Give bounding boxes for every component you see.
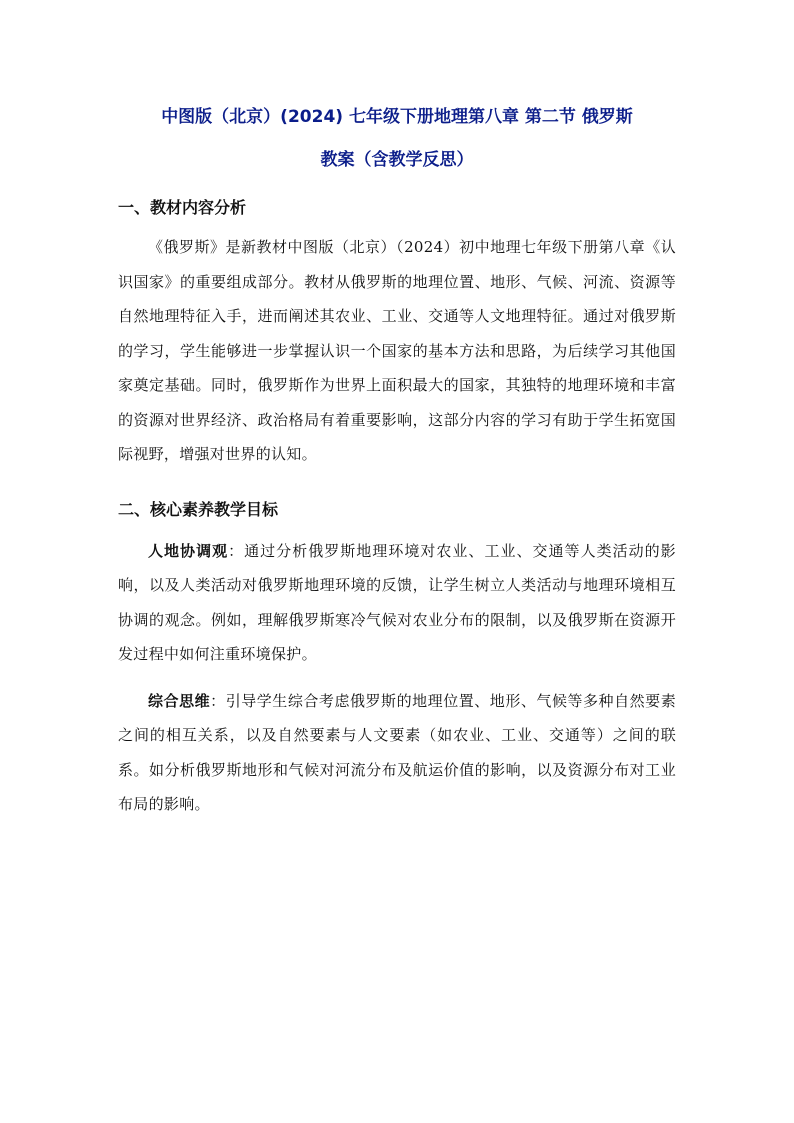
title-line-1: 中图版（北京）(2024) 七年级下册地理第八章 第二节 俄罗斯 (161, 107, 633, 127)
paragraph-text: ：通过分析俄罗斯地理环境对农业、工业、交通等人类活动的影响，以及人类活动对俄罗斯地理环境的反馈，让学生树立人类活动与地理环境相互协调的观念。例如，理解俄罗斯寒冷气候对农业分布的限制，以及俄罗斯在资源开发过程中如何注重环境保护。 (118, 541, 676, 663)
paragraph-integrated-thinking (118, 684, 676, 822)
document-title (118, 96, 676, 182)
paragraph-human-earth-harmony (118, 534, 676, 672)
section-heading-teaching-goals: 二、核心素养教学目标 (118, 499, 279, 519)
title-line-2: 教案（含教学反思） (320, 150, 474, 170)
paragraph-text: ：引导学生综合考虑俄罗斯的地理位置、地形、气候等多种自然要素之间的相互关系，以及自然要素与人文要素（如农业、工业、交通等）之间的联系。如分析俄罗斯地形和气候对河流分布及航运价值的影响，以及资源分布对工业布局的影响。 (118, 691, 676, 813)
section-heading-textbook-analysis: 一、教材内容分析 (118, 198, 247, 217)
term-human-earth-harmony: 人地协调观 (148, 541, 229, 560)
paragraph-textbook-analysis: 《俄罗斯》是新教材中图版（北京）（2024）初中地理七年级下册第八章《认识国家》的重要组成部分。教材从俄罗斯的地理位置、地形、气候、河流、资源等自然地理特征入手，进而阐述其农业、工业、交通等人文地理特征。通过对俄罗斯的学习，学生能够进一步掌握认识一个国家的基本方法和思路，为后续学习其他国家奠定基础。同时，俄罗斯作为世界上面积最大的国家，其独特的地理环境和丰富的资源对世界经济、政治格局有着重要影响，这部分内容的学习有助于学生拓宽国际视野，增强对世界的认知。 (118, 238, 676, 463)
term-integrated-thinking: 综合思维 (148, 691, 211, 710)
